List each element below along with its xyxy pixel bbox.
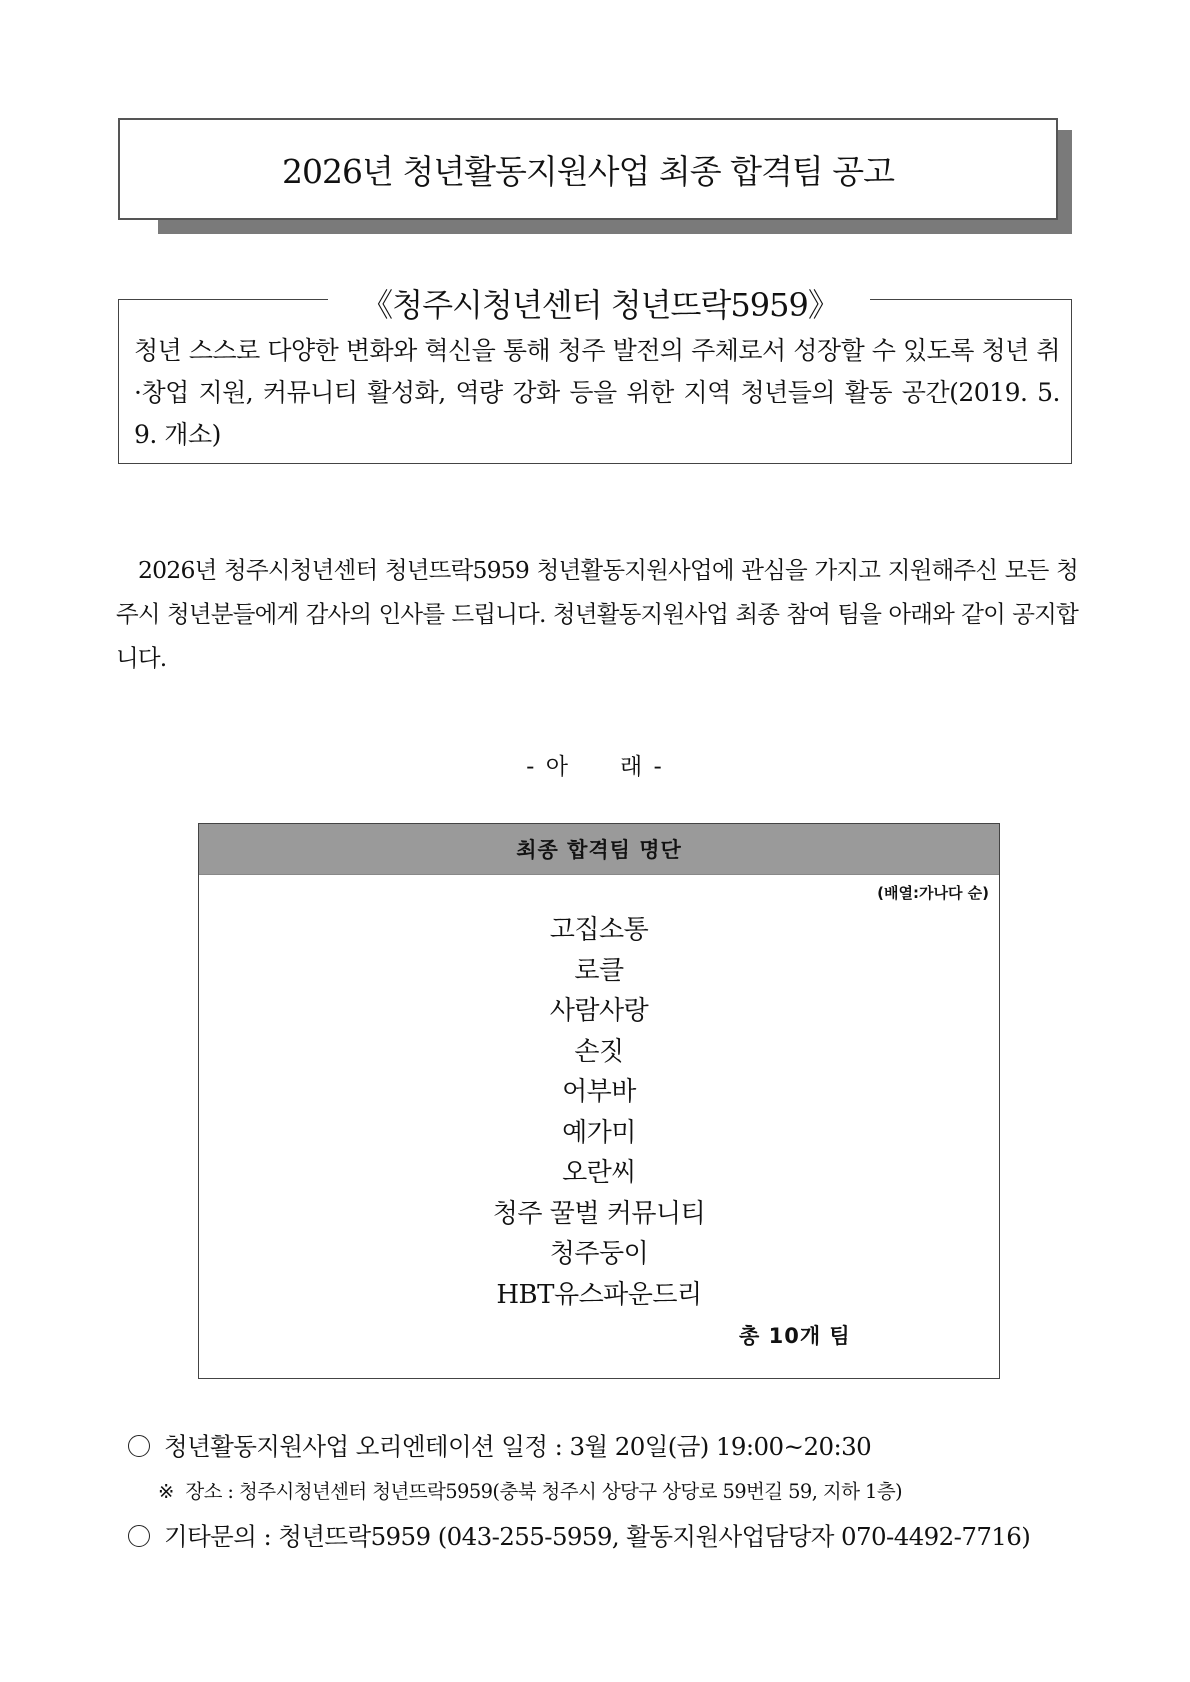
circle-bullet-icon xyxy=(128,1525,150,1547)
info-box-border-left xyxy=(118,299,328,300)
info-box-heading: 《청주시청년센터 청년뜨락5959》 xyxy=(330,280,870,326)
contact-note xyxy=(128,1518,1088,1553)
intro-paragraph: 2026년 청주시청년센터 청년뜨락5959 청년활동지원사업에 관심을 가지고 지원해주신 모든 청주시 청년분들에게 감사의 인사를 드립니다. 청년활동지원사업 최종 참여 팀을 아래와 같이 공지합니다. xyxy=(116,556,1078,672)
info-box-body: 청년 스스로 다양한 변화와 혁신을 통해 청주 발전의 주체로서 성장할 수 있도록 청년 취·창업 지원, 커뮤니티 활성화, 역량 강화 등을 위한 지역 청년들의 활동 공간(2019. 5. 9. 개소) xyxy=(134,336,1060,449)
team-list xyxy=(199,910,999,1315)
winners-table-header: 최종 합격팀 명단 xyxy=(199,824,999,875)
page-title: 2026년 청년활동지원사업 최종 합격팀 공고 xyxy=(282,151,894,191)
location-note xyxy=(158,1476,902,1504)
contact-text: 기타문의 : 청년뜨락5959 (043-255-5959, 활동지원사업담당자 070-4492-7716) xyxy=(164,1522,1031,1551)
team-item: 로클 xyxy=(574,955,624,986)
reference-mark-icon: ※ xyxy=(158,1480,174,1503)
title-box xyxy=(118,118,1058,220)
winners-table xyxy=(198,823,1000,1379)
team-item: 손짓 xyxy=(574,1036,624,1067)
sort-order-note: (배열:가나다 순) xyxy=(877,884,989,902)
info-box-border-right xyxy=(870,299,1072,300)
team-item: 사람사랑 xyxy=(549,996,649,1026)
team-item: 청주둥이 xyxy=(549,1239,649,1269)
team-item: 오란씨 xyxy=(562,1158,636,1188)
orientation-note xyxy=(128,1428,1088,1463)
below-label: - 아 래 - xyxy=(526,754,664,780)
orientation-text: 청년활동지원사업 오리엔테이션 일정 : 3월 20일(금) 19:00~20:30 xyxy=(164,1432,872,1461)
team-item: 고집소통 xyxy=(549,915,649,945)
team-item: 청주 꿀벌 커뮤니티 xyxy=(492,1198,706,1229)
team-item: HBT유스파운드리 xyxy=(496,1279,702,1310)
team-item: 어부바 xyxy=(562,1077,636,1107)
team-item: 예가미 xyxy=(562,1117,636,1148)
location-text: 장소 : 청주시청년센터 청년뜨락5959(충북 청주시 상당구 상당로 59번길 59, 지하 1층) xyxy=(185,1480,903,1503)
circle-bullet-icon xyxy=(128,1435,150,1457)
total-team-count: 총 10개 팀 xyxy=(739,1324,851,1348)
